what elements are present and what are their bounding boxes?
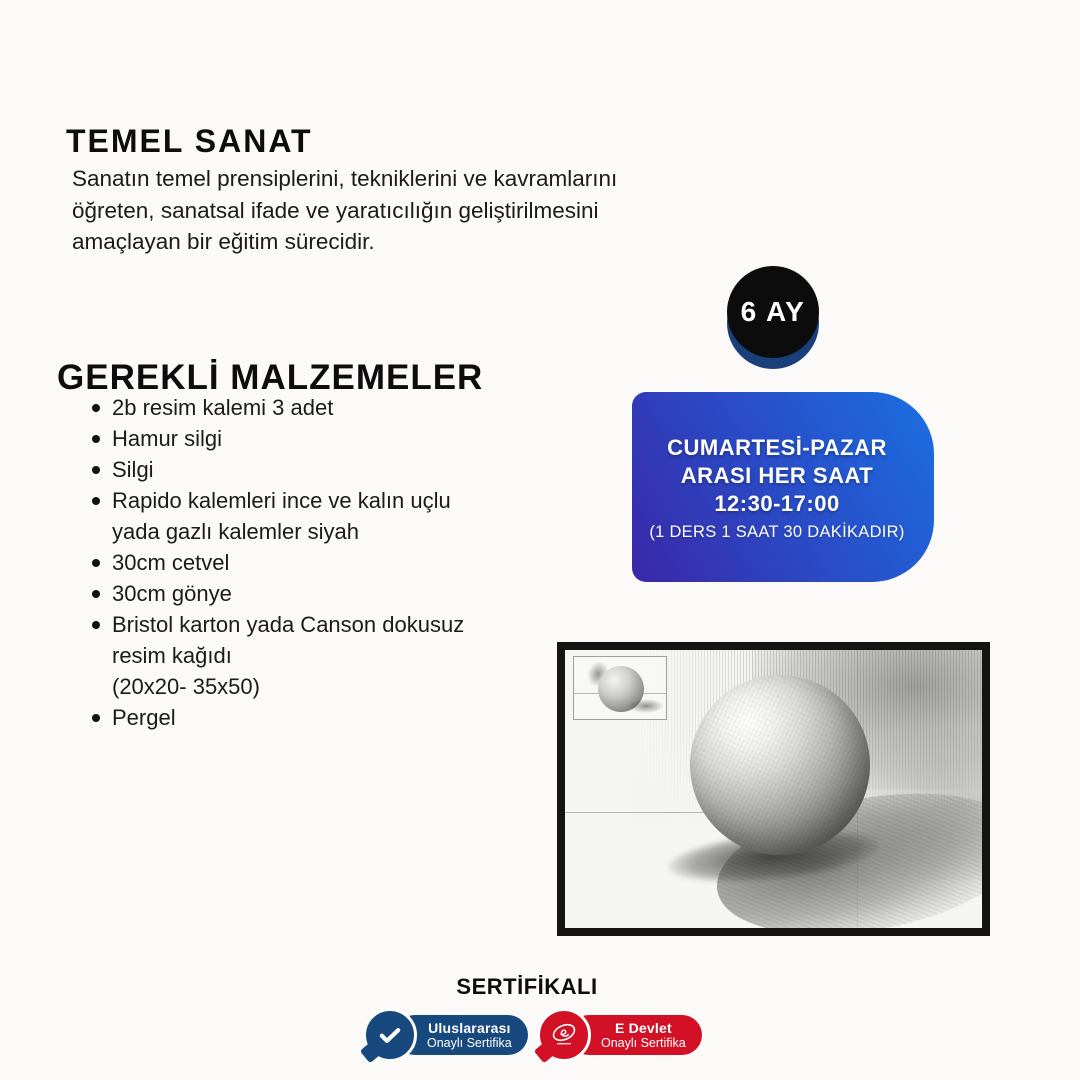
badge-edevlet-certificate bbox=[537, 1008, 702, 1062]
badge-international-certificate bbox=[363, 1008, 528, 1062]
schedule-note: (1 DERS 1 SAAT 30 DAKİKADIR) bbox=[649, 523, 905, 541]
list-item: Pergel bbox=[112, 702, 474, 733]
list-item: 2b resim kalemi 3 adet bbox=[112, 392, 474, 423]
certification-heading: SERTİFİKALI bbox=[456, 974, 598, 999]
schedule-days-2: ARASI HER SAAT bbox=[680, 463, 874, 488]
badge-subtitle: Onaylı Sertifika bbox=[601, 1035, 686, 1050]
page-title: TEMEL SANAT bbox=[66, 123, 313, 160]
badge-title: E Devlet bbox=[614, 1019, 672, 1036]
course-description: Sanatın temel prensiplerini, tekniklerini ve kavramlarını öğreten, sanatsal ifade ve yaratıcılığın geliştirilmesini amaçlayan bir eğitim sürecidir. bbox=[72, 166, 618, 254]
list-item: Rapido kalemleri ince ve kalın uçlu yada gazlı kalemler siyah bbox=[112, 485, 474, 547]
list-item-size-note: (20x20- 35x50) bbox=[112, 674, 260, 699]
list-item: 30cm cetvel bbox=[112, 547, 474, 578]
sketch-shadow bbox=[628, 699, 664, 713]
badge-subtitle: Onaylı Sertifika bbox=[427, 1035, 512, 1050]
checkmark-icon bbox=[363, 1008, 417, 1062]
schedule-hours: 12:30-17:00 bbox=[714, 491, 840, 516]
drawing-paper bbox=[565, 650, 982, 928]
table-edge-line bbox=[565, 812, 720, 813]
materials-list bbox=[112, 392, 474, 733]
schedule-card bbox=[632, 392, 934, 582]
list-item: 30cm gönye bbox=[112, 578, 474, 609]
badge-title: Uluslararası bbox=[428, 1019, 511, 1036]
materials-heading: GEREKLİ MALZEMELER bbox=[57, 358, 484, 398]
list-item: Hamur silgi bbox=[112, 423, 474, 454]
edevlet-logo-icon bbox=[537, 1008, 591, 1062]
thumbnail-sketch bbox=[573, 656, 667, 720]
duration-badge bbox=[727, 266, 819, 358]
list-item bbox=[112, 609, 474, 702]
sphere-drawing-image bbox=[557, 642, 990, 936]
schedule-days: CUMARTESİ-PAZAR bbox=[667, 435, 887, 460]
list-item-text: Bristol karton yada Canson dokusuz resim kağıdı bbox=[112, 612, 465, 668]
list-item: Silgi bbox=[112, 454, 474, 485]
duration-label: 6 AY bbox=[740, 296, 806, 327]
drawn-sphere bbox=[690, 675, 870, 855]
